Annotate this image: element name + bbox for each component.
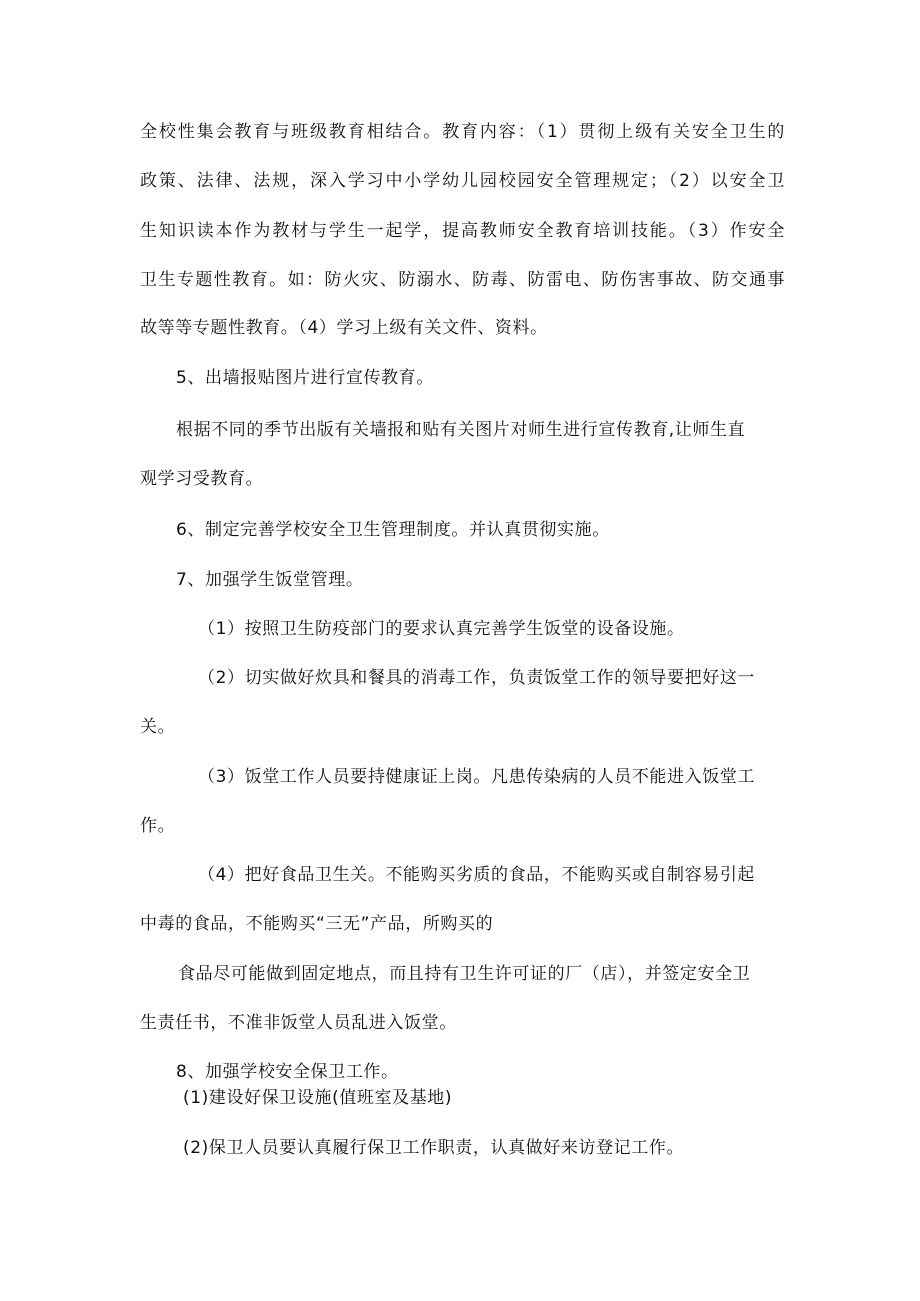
- paragraph-line: 政策、法律、法规，深入学习中小学幼儿园校园安全管理规定；（2）以安全卫: [140, 171, 785, 191]
- paragraph-line: 观学习受教育。: [140, 469, 264, 489]
- section-heading: 5、出墙报贴图片进行宣传教育。: [176, 368, 434, 388]
- section-heading: 6、制定完善学校安全卫生管理制度。并认真贯彻实施。: [176, 520, 610, 540]
- paragraph-line: 生知识读本作为教材与学生一起学，提高教师安全教育培训技能。（3）作安全: [140, 221, 785, 241]
- section-heading: 8、加强学校安全保卫工作。: [176, 1062, 399, 1082]
- list-item: （2）切实做好炊具和餐具的消毒工作，负责饭堂工作的领导要把好这一: [198, 668, 756, 688]
- section-heading: 7、加强学生饭堂管理。: [176, 570, 364, 590]
- list-item: (2)保卫人员要认真履行保卫工作职责，认真做好来访登记工作。: [183, 1138, 685, 1158]
- paragraph-line: 食品尽可能做到固定地点，而且持有卫生许可证的厂（店），并签定安全卫: [178, 964, 751, 984]
- paragraph-line: 全校性集会教育与班级教育相结合。教育内容：（1）贯彻上级有关安全卫生的: [140, 122, 785, 142]
- list-item: （4）把好食品卫生关。不能购买劣质的食品，不能购买或自制容易引起: [198, 865, 756, 885]
- paragraph-line: 作。: [140, 816, 176, 836]
- paragraph-line: 根据不同的季节出版有关墙报和贴有关图片对师生进行宣传教育,让师生直: [176, 420, 746, 440]
- list-item: (1)建设好保卫设施(值班室及基地): [183, 1088, 453, 1108]
- paragraph-line: 中毒的食品，不能购买“三无”产品，所购买的: [140, 914, 494, 934]
- list-item: （1）按照卫生防疫部门的要求认真完善学生饭堂的设备设施。: [198, 619, 685, 639]
- paragraph-line: 关。: [140, 717, 176, 737]
- paragraph-line: 生责任书，不准非饭堂人员乱进入饭堂。: [140, 1013, 457, 1033]
- list-item: （3）饭堂工作人员要持健康证上岗。凡患传染病的人员不能进入饭堂工: [198, 767, 756, 787]
- paragraph-line: 卫生专题性教育。如：防火灾、防溺水、防毒、防雷电、防伤害事故、防交通事: [140, 270, 785, 290]
- paragraph-line: 故等等专题性教育。（4）学习上级有关文件、资料。: [140, 318, 548, 338]
